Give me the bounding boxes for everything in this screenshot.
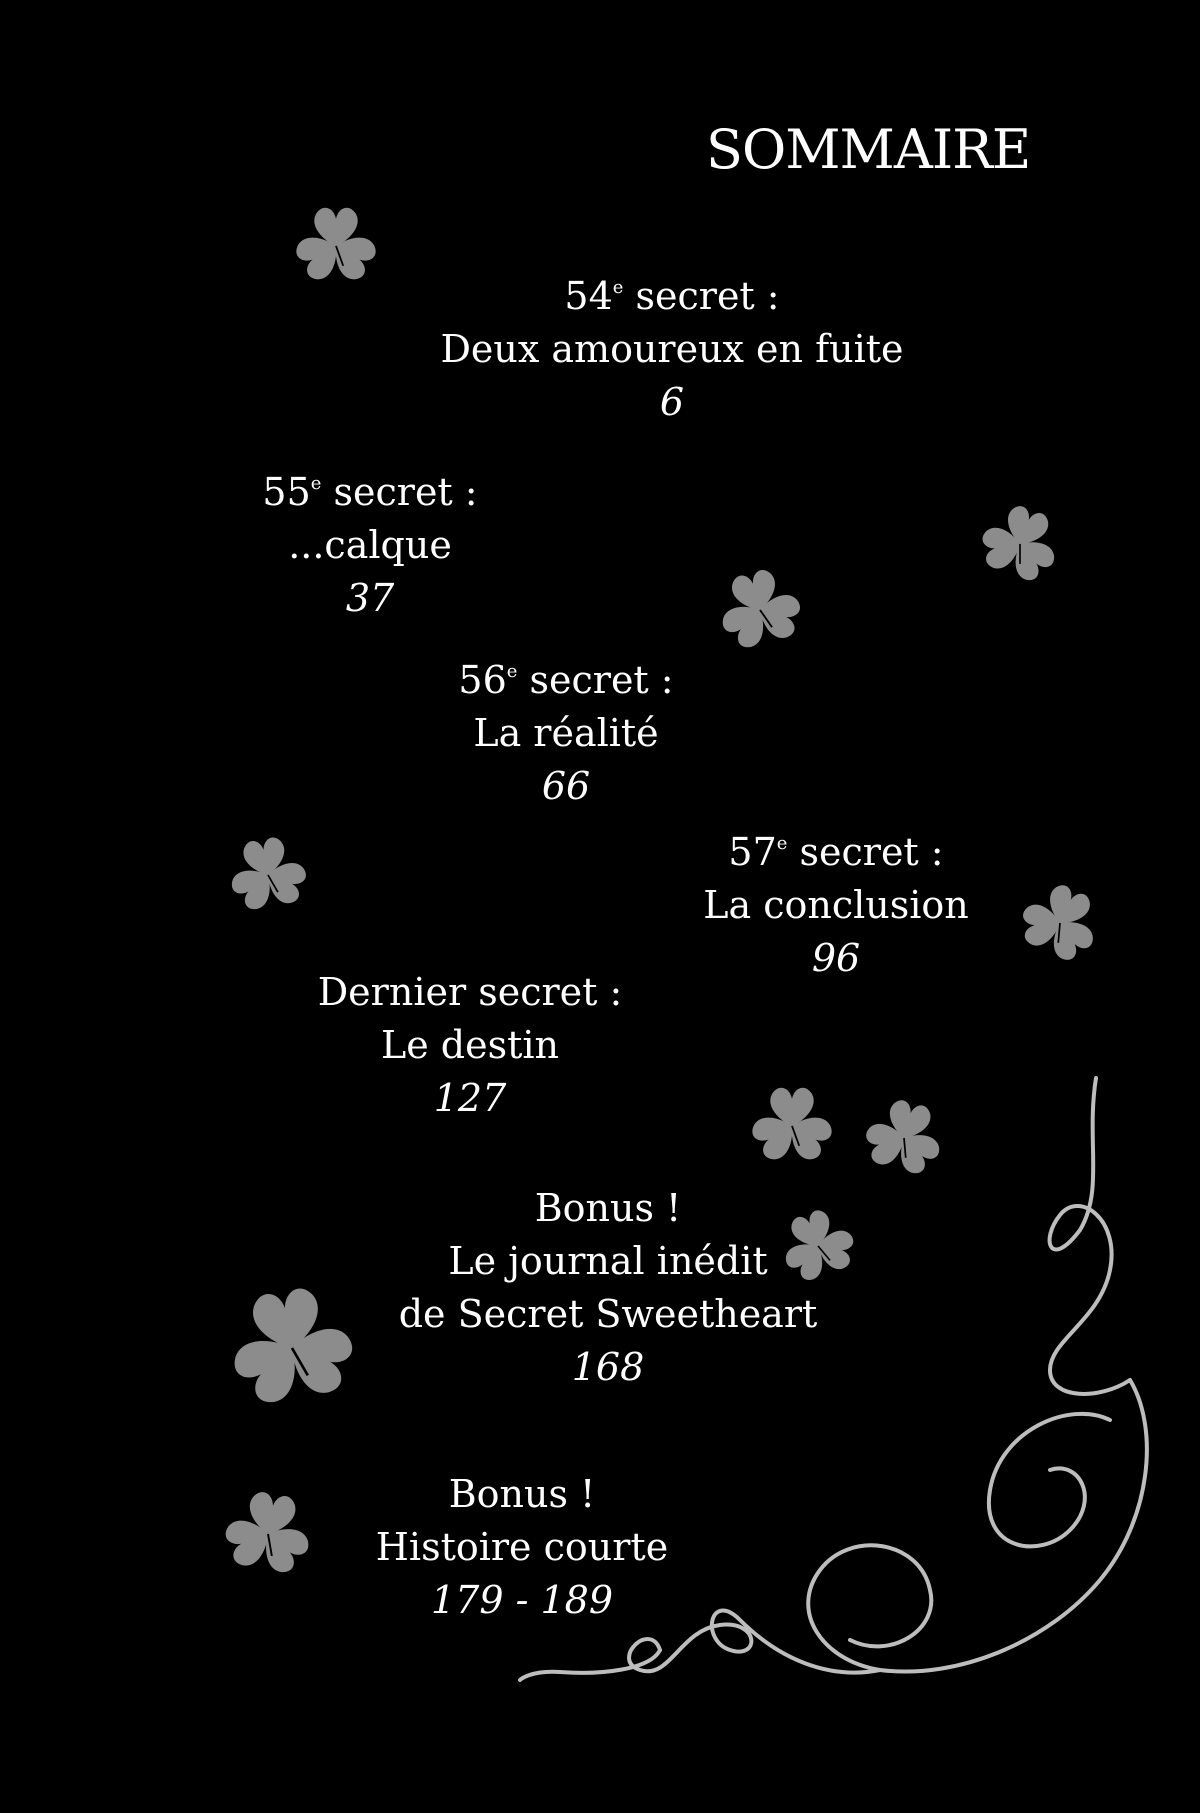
clover-icon bbox=[221, 832, 315, 917]
toc-entry-page: 179 - 189 bbox=[430, 1578, 614, 1622]
clover-icon bbox=[969, 496, 1072, 592]
clover-icon bbox=[708, 562, 813, 658]
toc-entry-title: Le destin bbox=[380, 1023, 559, 1067]
toc-entry-label: 56e secret : bbox=[458, 658, 674, 702]
page-title: SOMMAIRE bbox=[706, 118, 1031, 181]
toc-entry-page: 66 bbox=[541, 764, 591, 808]
toc-entry-3[interactable] bbox=[286, 654, 846, 813]
toc-entry-1[interactable] bbox=[392, 270, 952, 429]
clover-icon bbox=[748, 1088, 836, 1164]
toc-entry-page: 6 bbox=[659, 380, 685, 424]
toc-entry-2[interactable] bbox=[90, 466, 650, 625]
toc-entry-label: Dernier secret : bbox=[317, 970, 623, 1014]
toc-entry-title: Histoire courte bbox=[375, 1525, 669, 1569]
toc-entry-page: 127 bbox=[433, 1076, 507, 1120]
toc-entry-page: 96 bbox=[811, 936, 861, 980]
toc-entry-title: Deux amoureux en fuite bbox=[440, 327, 904, 371]
toc-entry-label: Bonus ! bbox=[534, 1186, 682, 1230]
toc-entry-title: La réalité bbox=[473, 711, 659, 755]
toc-entry-title: ...calque bbox=[288, 523, 452, 567]
toc-entry-title: Le journal inédit bbox=[448, 1239, 768, 1283]
toc-entry-page: 37 bbox=[345, 576, 395, 620]
toc-entry-6[interactable] bbox=[328, 1182, 888, 1394]
toc-entry-label: Bonus ! bbox=[448, 1472, 596, 1516]
toc-entry-title: La conclusion bbox=[703, 883, 969, 927]
toc-entry-label: 57e secret : bbox=[728, 830, 944, 874]
clover-icon bbox=[855, 1092, 954, 1183]
toc-entry-4[interactable] bbox=[556, 826, 1116, 985]
toc-entry-label: 54e secret : bbox=[564, 274, 780, 318]
toc-entry-label: 55e secret : bbox=[262, 470, 478, 514]
toc-entry-page: 168 bbox=[571, 1345, 645, 1389]
clover-icon bbox=[292, 208, 380, 284]
toc-entry-5[interactable] bbox=[190, 966, 750, 1125]
toc-entry-7[interactable] bbox=[242, 1468, 802, 1627]
toc-entry-title-line-2: de Secret Sweetheart bbox=[398, 1292, 818, 1336]
